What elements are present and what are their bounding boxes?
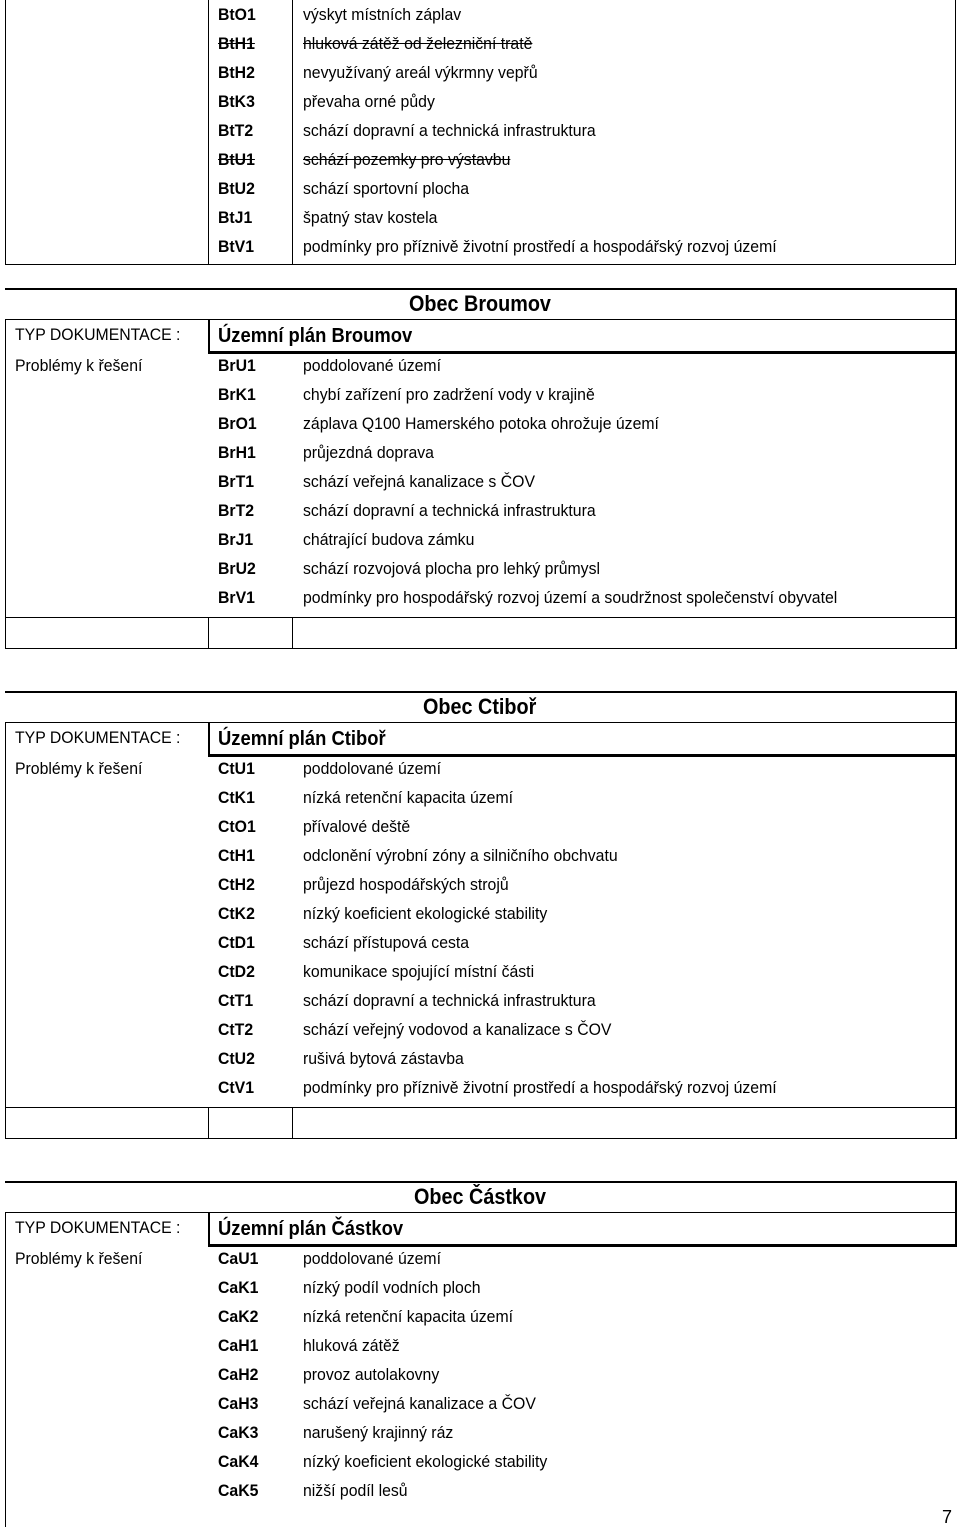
- problem-code: CtH1: [218, 846, 255, 865]
- problem-code: CaK4: [218, 1452, 259, 1471]
- problem-code: BrT2: [218, 501, 255, 520]
- problem-code: BrU1: [218, 356, 256, 375]
- problem-description: schází veřejný vodovod a kanalizace s ČOV: [303, 1020, 612, 1039]
- problem-code: BtT2: [218, 121, 254, 140]
- problem-description: poddolované území: [303, 356, 442, 375]
- document-type-label: TYP DOKUMENTACE :: [15, 325, 181, 344]
- problem-code: CtU2: [218, 1049, 255, 1068]
- problem-code: CtT2: [218, 1020, 254, 1039]
- problem-code: CtV1: [218, 1078, 255, 1097]
- section-border-left: [5, 319, 6, 648]
- problem-code: CaK2: [218, 1307, 259, 1326]
- problem-code: CtD1: [218, 933, 255, 952]
- problem-description: schází dopravní a technická infrastruktura: [303, 121, 596, 140]
- problem-description: poddolované území: [303, 759, 442, 778]
- problem-code: BrV1: [218, 588, 255, 607]
- section-border-bottom: [5, 648, 957, 649]
- problem-description: nízká retenční kapacita území: [303, 788, 514, 807]
- plan-band-bottom: [208, 754, 957, 757]
- problem-description: poddolované území: [303, 1249, 442, 1268]
- problem-description: hluková zátěž: [303, 1336, 400, 1355]
- problem-description: chátrající budova zámku: [303, 530, 475, 549]
- problem-code: BrJ1: [218, 530, 254, 549]
- row-divider: [5, 1107, 956, 1108]
- problem-code: BtV1: [218, 237, 255, 256]
- problem-description: nižší podíl lesů: [303, 1481, 408, 1500]
- problem-description: schází přístupová cesta: [303, 933, 470, 952]
- problem-code: CtU1: [218, 759, 255, 778]
- section-title: Obec Broumov: [409, 291, 551, 316]
- section-border-right: [955, 288, 957, 648]
- table-border-right: [955, 0, 956, 264]
- problem-description: schází dopravní a technická infrastruktura: [303, 991, 596, 1010]
- problem-description: průjezdná doprava: [303, 443, 434, 462]
- problem-code: BtH2: [218, 63, 255, 82]
- problem-description: narušený krajinný ráz: [303, 1423, 454, 1442]
- table-border-bottom: [5, 264, 956, 265]
- problem-description: přívalové deště: [303, 817, 411, 836]
- section-title-divider: [5, 319, 956, 320]
- table-column-divider: [292, 1107, 293, 1138]
- section-border-bottom: [5, 1138, 957, 1139]
- plan-band-bottom: [208, 351, 957, 354]
- problem-description: převaha orné půdy: [303, 92, 435, 111]
- table-column-divider: [292, 0, 293, 264]
- problem-description: komunikace spojující místní části: [303, 962, 535, 981]
- problem-code: CaH2: [218, 1365, 259, 1384]
- problem-code: CtH2: [218, 875, 255, 894]
- problem-description: nízký podíl vodních ploch: [303, 1278, 481, 1297]
- problem-code: BtH1: [218, 34, 255, 53]
- page-number: 7: [942, 1507, 953, 1527]
- problem-description: nízký koeficient ekologické stability: [303, 1452, 548, 1471]
- problem-code: CaH1: [218, 1336, 259, 1355]
- document-type-label: TYP DOKUMENTACE :: [15, 728, 181, 747]
- problem-description: odclonění výrobní zóny a silničního obchvatu: [303, 846, 618, 865]
- problem-code: BrT1: [218, 472, 255, 491]
- problems-label: Problémy k řešení: [15, 356, 143, 375]
- problem-code: BrO1: [218, 414, 257, 433]
- section-border-right: [955, 691, 957, 1138]
- problem-code: CtT1: [218, 991, 254, 1010]
- problem-code: CtK2: [218, 904, 255, 923]
- problem-description: schází veřejná kanalizace s ČOV: [303, 472, 535, 491]
- problem-description: provoz autolakovny: [303, 1365, 440, 1384]
- problem-code: CaK5: [218, 1481, 259, 1500]
- section-border-top: [5, 1181, 956, 1183]
- problem-description: schází sportovní plocha: [303, 179, 470, 198]
- problem-description: schází pozemky pro výstavbu: [303, 150, 511, 169]
- problems-label: Problémy k řešení: [15, 759, 143, 778]
- problem-description: výskyt místních záplav: [303, 5, 462, 24]
- problem-code: BrU2: [218, 559, 256, 578]
- problem-description: chybí zařízení pro zadržení vody v krajině: [303, 385, 595, 404]
- problem-description: špatný stav kostela: [303, 208, 438, 227]
- problem-description: podmínky pro příznivě životní prostředí a hospodářský rozvoj území: [303, 1078, 777, 1097]
- plan-band-left: [208, 319, 210, 351]
- plan-band-left: [208, 1212, 210, 1244]
- problem-code: BtJ1: [218, 208, 253, 227]
- plan-name: Územní plán Částkov: [218, 1218, 404, 1240]
- problem-code: CtO1: [218, 817, 256, 836]
- problem-code: CaU1: [218, 1249, 259, 1268]
- problem-code: CaK1: [218, 1278, 259, 1297]
- plan-band-bottom: [208, 1244, 957, 1247]
- document-type-label: TYP DOKUMENTACE :: [15, 1218, 181, 1237]
- problem-description: hluková zátěž od železniční tratě: [303, 34, 533, 53]
- problem-code: BrH1: [218, 443, 256, 462]
- problem-code: BrK1: [218, 385, 256, 404]
- section-title: Obec Částkov: [414, 1184, 547, 1209]
- plan-name: Územní plán Ctiboř: [218, 728, 386, 750]
- plan-name: Územní plán Broumov: [218, 325, 413, 347]
- problem-description: rušivá bytová zástavba: [303, 1049, 464, 1068]
- problem-description: podmínky pro hospodářský rozvoj území a soudržnost společenství obyvatel: [303, 588, 838, 607]
- problem-description: schází rozvojová plocha pro lehký průmysl: [303, 559, 601, 578]
- problem-description: průjezd hospodářských strojů: [303, 875, 509, 894]
- problem-code: BtK3: [218, 92, 255, 111]
- table-border-left: [5, 0, 6, 264]
- section-border-top: [5, 288, 956, 290]
- problem-description: schází veřejná kanalizace a ČOV: [303, 1394, 536, 1413]
- table-column-divider: [208, 1107, 209, 1138]
- section-border-left: [5, 1212, 6, 1527]
- section-title: Obec Ctiboř: [423, 694, 537, 719]
- problem-description: nízký koeficient ekologické stability: [303, 904, 548, 923]
- problem-code: CtD2: [218, 962, 255, 981]
- section-title-divider: [5, 722, 956, 723]
- problem-description: nízká retenční kapacita území: [303, 1307, 514, 1326]
- table-column-divider: [292, 617, 293, 648]
- problem-code: CaK3: [218, 1423, 259, 1442]
- problem-code: CtK1: [218, 788, 255, 807]
- problems-label: Problémy k řešení: [15, 1249, 143, 1268]
- problem-code: BtO1: [218, 5, 256, 24]
- section-border-top: [5, 691, 956, 693]
- section-border-left: [5, 722, 6, 1138]
- plan-band-left: [208, 722, 210, 754]
- problem-description: záplava Q100 Hamerského potoka ohrožuje území: [303, 414, 659, 433]
- section-title-divider: [5, 1212, 956, 1213]
- problem-description: nevyužívaný areál výkrmny vepřů: [303, 63, 538, 82]
- problem-code: BtU1: [218, 150, 255, 169]
- table-column-divider: [208, 617, 209, 648]
- table-column-divider: [208, 0, 209, 264]
- problem-code: CaH3: [218, 1394, 259, 1413]
- row-divider: [5, 617, 956, 618]
- problem-description: podmínky pro příznivě životní prostředí a hospodářský rozvoj území: [303, 237, 777, 256]
- problem-description: schází dopravní a technická infrastruktura: [303, 501, 596, 520]
- problem-code: BtU2: [218, 179, 255, 198]
